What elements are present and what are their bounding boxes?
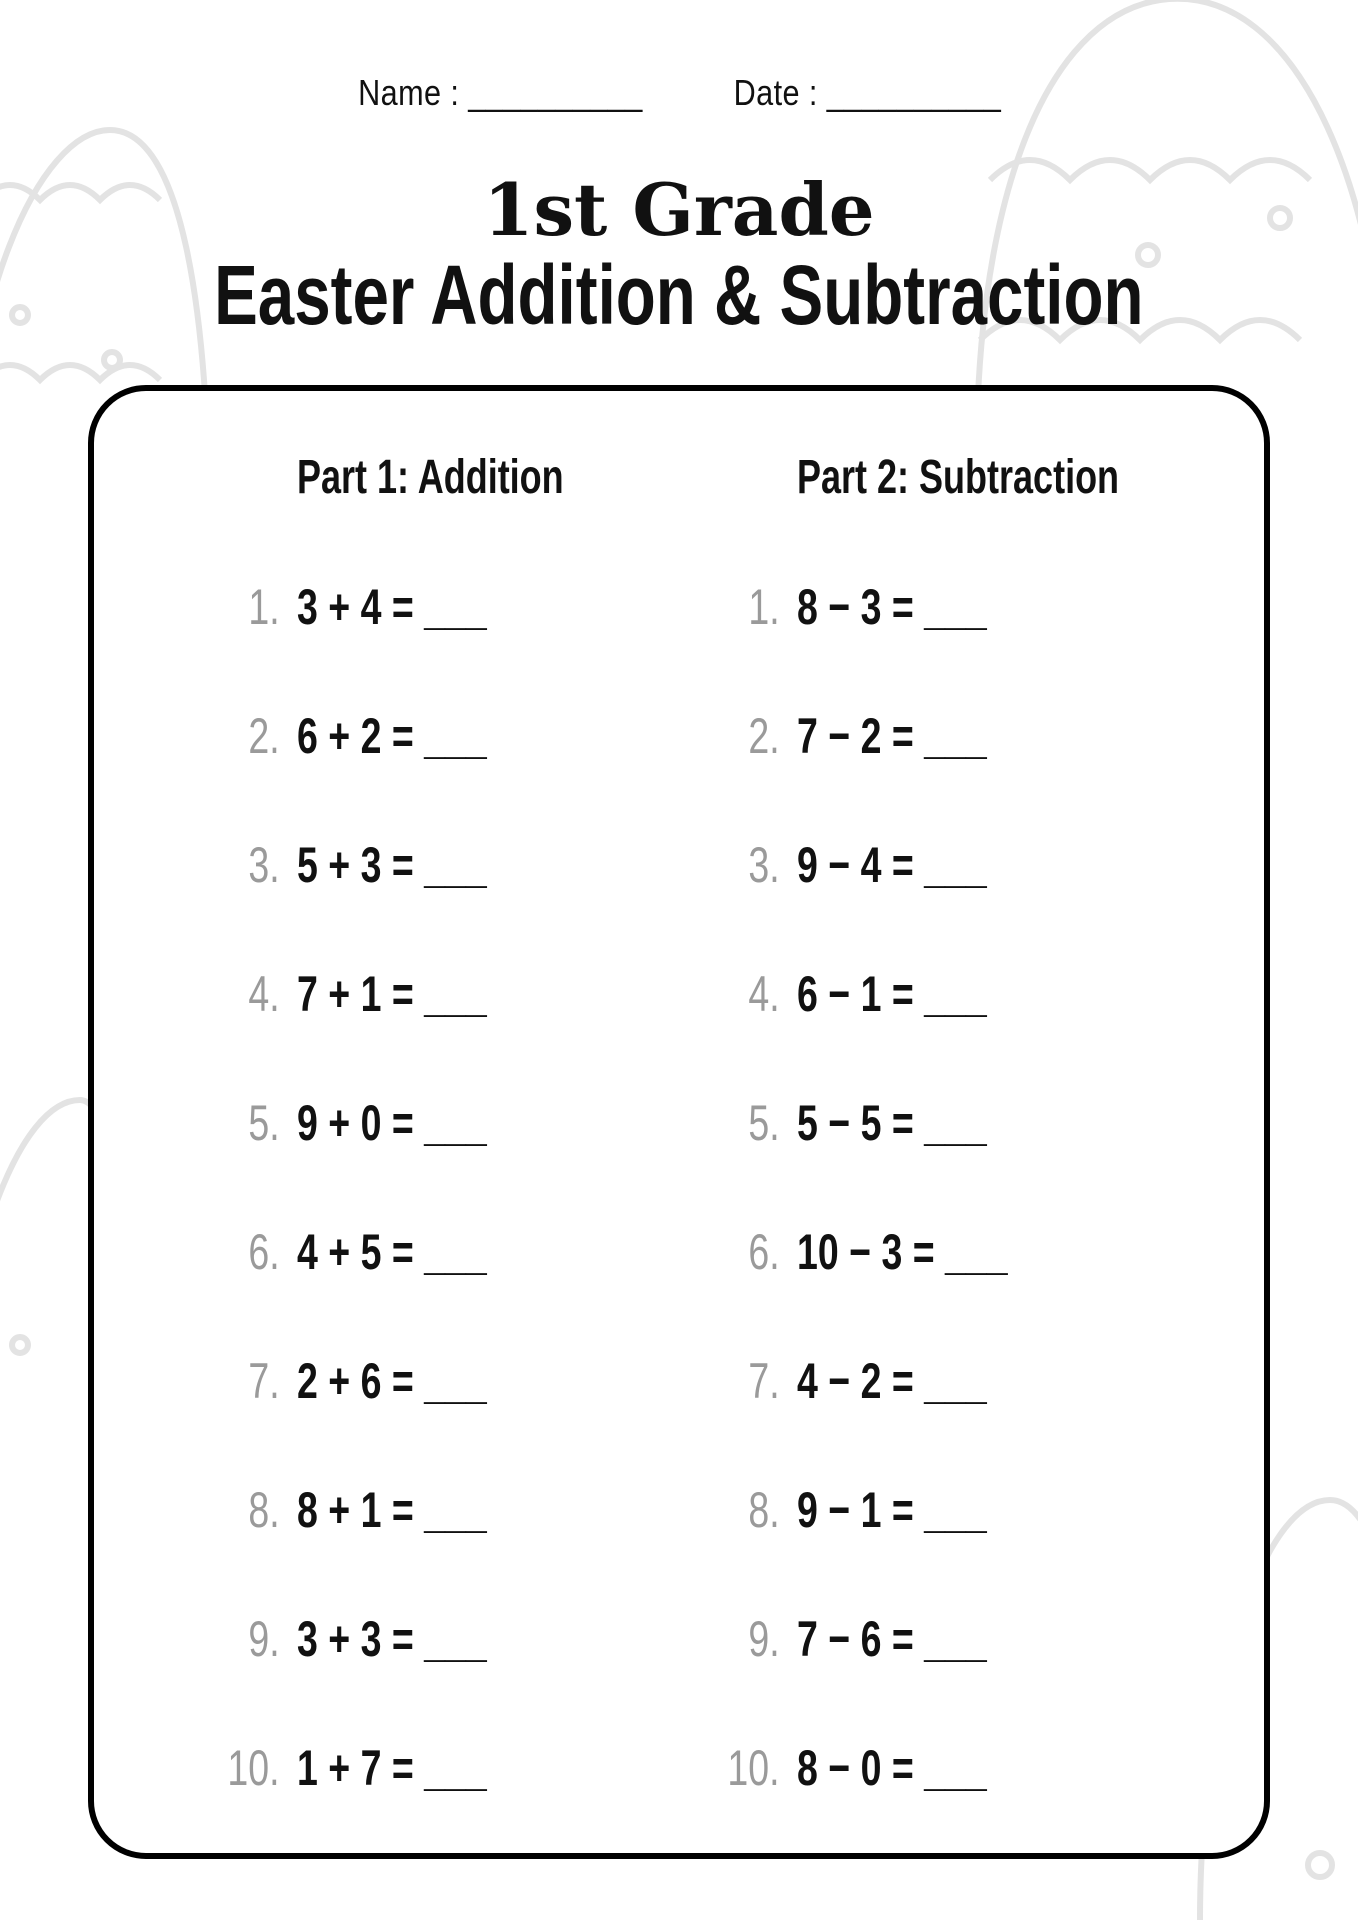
part2-problem [670,1609,987,1669]
part2-problem [670,577,987,637]
problem-equation[interactable]: 1 + 7 = ___ [297,1740,487,1796]
problem-number: 3. [248,837,280,893]
problem-equation[interactable]: 4 − 2 = ___ [797,1353,987,1409]
part1-problem [170,835,487,895]
problem-number: 9. [748,1611,780,1667]
problem-equation[interactable]: 9 − 4 = ___ [797,837,987,893]
problem-number: 4. [748,966,780,1022]
problem-number: 1. [748,579,780,635]
problem-equation[interactable]: 8 + 1 = ___ [297,1482,487,1538]
problem-number: 2. [748,708,780,764]
part1-problem [170,1738,487,1798]
problem-number: 3. [748,837,780,893]
part1-heading: Part 1: Addition [297,451,564,504]
part1-problem [170,577,487,637]
name-field[interactable]: Name : __________ [358,72,643,113]
part1-problem [170,1222,487,1282]
problem-equation[interactable]: 6 + 2 = ___ [297,708,487,764]
problem-equation[interactable]: 6 − 1 = ___ [797,966,987,1022]
part2-heading: Part 2: Subtraction [797,451,1120,504]
problem-equation[interactable]: 5 − 5 = ___ [797,1095,987,1151]
part1-problem [170,1093,487,1153]
part1-problem [170,964,487,1024]
part2-problem [670,964,987,1024]
problem-number: 5. [748,1095,780,1151]
problem-number: 6. [248,1224,280,1280]
problem-number: 8. [748,1482,780,1538]
problem-equation[interactable]: 9 + 0 = ___ [297,1095,487,1151]
problem-equation[interactable]: 2 + 6 = ___ [297,1353,487,1409]
problem-equation[interactable]: 3 + 4 = ___ [297,579,487,635]
part1-problem [170,1609,487,1669]
problem-equation[interactable]: 7 + 1 = ___ [297,966,487,1022]
worksheet-title: Easter Addition & Subtraction [214,248,1144,342]
problem-number: 2. [248,708,280,764]
problem-equation[interactable]: 7 − 6 = ___ [797,1611,987,1667]
problem-number: 10. [727,1740,780,1796]
problem-number: 7. [748,1353,780,1409]
problem-equation[interactable]: 4 + 5 = ___ [297,1224,487,1280]
part2-problem [670,1480,987,1540]
part2-problem [670,1738,987,1798]
problem-equation[interactable]: 8 − 3 = ___ [797,579,987,635]
problem-equation[interactable]: 9 − 1 = ___ [797,1482,987,1538]
problem-number: 5. [248,1095,280,1151]
problem-number: 1. [248,579,280,635]
part1-problem [170,706,487,766]
problem-number: 10. [227,1740,280,1796]
problem-number: 7. [248,1353,280,1409]
grade-title: 1st Grade [483,167,875,252]
date-field[interactable]: Date : __________ [733,72,1002,113]
problem-number: 6. [748,1224,780,1280]
problem-number: 8. [248,1482,280,1538]
part2-problem [670,1351,987,1411]
part2-problem [670,1222,1008,1282]
name-date-line [0,72,1358,114]
problem-equation[interactable]: 5 + 3 = ___ [297,837,487,893]
part1-problem [170,1480,487,1540]
problem-equation[interactable]: 7 − 2 = ___ [797,708,987,764]
problem-equation[interactable]: 8 − 0 = ___ [797,1740,987,1796]
part2-problem [670,706,987,766]
problem-equation[interactable]: 3 + 3 = ___ [297,1611,487,1667]
problem-number: 4. [248,966,280,1022]
problem-number: 9. [248,1611,280,1667]
part2-problem [670,1093,987,1153]
part1-problem [170,1351,487,1411]
problem-equation[interactable]: 10 − 3 = ___ [797,1224,1008,1280]
part2-problem [670,835,987,895]
